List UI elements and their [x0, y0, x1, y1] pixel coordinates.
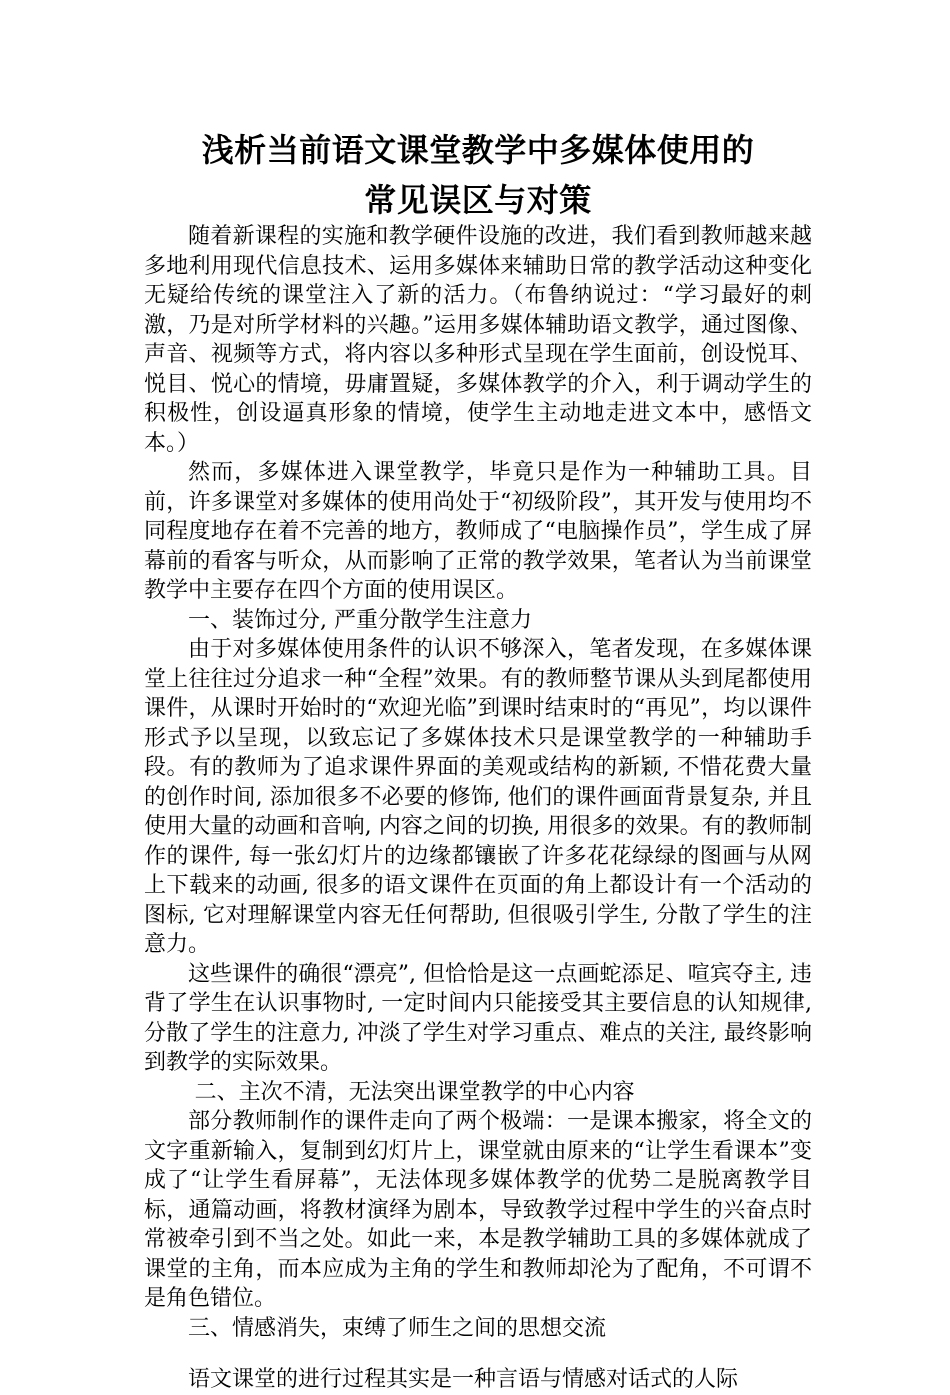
section-heading-1: 一、装饰过分, 严重分散学生注意力: [188, 607, 532, 633]
document-page: [144, 128, 812, 1395]
section-heading-2: 二、主次不清，无法突出课堂教学的中心内容: [194, 1079, 635, 1105]
title-line-2: 常见误区与对策: [364, 181, 592, 219]
paragraph-two-extremes: 部分教师制作的课件走向了两个极端：一是课本搬家，将全文的文字重新输入，复制到幻灯片上，课堂就由原来的“让学生看课本”变成了“让学生看屏幕”，无法体现多媒体教学的优势二是脱离教学目标，通篇动画，将教材演绎为剧本，导致教学过程中学生的兴奋点时常被牵引到不当之处。如此一来，本是教学辅助工具的多媒体就成了课堂的主角，而本应成为主角的学生和教师却沦为了配角，不可谓不是角色错位。: [144, 1109, 812, 1311]
paragraph-dialogue: 语文课堂的进行过程其实是一种言语与情感对话式的人际: [188, 1367, 739, 1392]
section-heading-3: 三、情感消失，束缚了师生之间的思想交流: [188, 1315, 607, 1341]
paragraph-intro: 随着新课程的实施和教学硬件设施的改进，我们看到教师越来越多地利用现代信息技术、运用多媒体来辅助日常的教学活动这种变化无疑给传统的课堂注入了新的活力。（布鲁纳说过：“学习最好的刺激，乃是对所学材料的兴趣。”运用多媒体辅助语文教学，通过图像、声音、视频等方式，将内容以多种形式呈现在学生面前，创设悦耳、悦目、悦心的情境，毋庸置疑，多媒体教学的介入，利于调动学生的积极性，创设逼真形象的情境，使学生主动地走进文本中，感悟文本。）: [144, 224, 812, 456]
paragraph-spacer: [144, 1343, 812, 1365]
title-line-1: 浅析当前语文课堂教学中多媒体使用的: [201, 131, 755, 169]
document-title: [144, 128, 812, 222]
paragraph-pretty-courseware: 这些课件的确很“漂亮”, 但恰恰是这一点画蛇添足、喧宾夺主, 违背了学生在认识事物时, 一定时间内只能接受其主要信息的认知规律, 分散了学生的注意力, 冲淡了学生对学习重点、难点的关注, 最终影响到教学的实际效果。: [144, 961, 812, 1075]
paragraph-however: 然而，多媒体进入课堂教学，毕竟只是作为一种辅助工具。目前，许多课堂对多媒体的使用尚处于“初级阶段”，其开发与使用均不同程度地存在着不完善的地方，教师成了“电脑操作员”，学生成了屏幕前的看客与听众，从而影响了正常的教学效果，笔者认为当前课堂教学中主要存在四个方面的使用误区。: [144, 460, 812, 603]
paragraph-decoration: 由于对多媒体使用条件的认识不够深入，笔者发现，在多媒体课堂上往往过分追求一种“全程”效果。有的教师整节课从头到尾都使用课件，从课时开始时的“欢迎光临”到课时结束时的“再见”，均以课件形式予以呈现，以致忘记了多媒体技术只是课堂教学的一种辅助手段。有的教师为了追求课件界面的美观或结构的新颖, 不惜花费大量的创作时间, 添加很多不必要的修饰, 他们的课件画面背景复杂, 并且使用大量的动画和音响, 内容之间的切换, 用很多的效果。有的教师制作的课件, 每一张幻灯片的边缘都镶嵌了许多花花绿绿的图画与从网上下载来的动画, 很多的语文课件在页面的角上都设计有一个活动的图标, 它对理解课堂内容无任何帮助, 但很吸引学生, 分散了学生的注意力。: [144, 637, 812, 957]
